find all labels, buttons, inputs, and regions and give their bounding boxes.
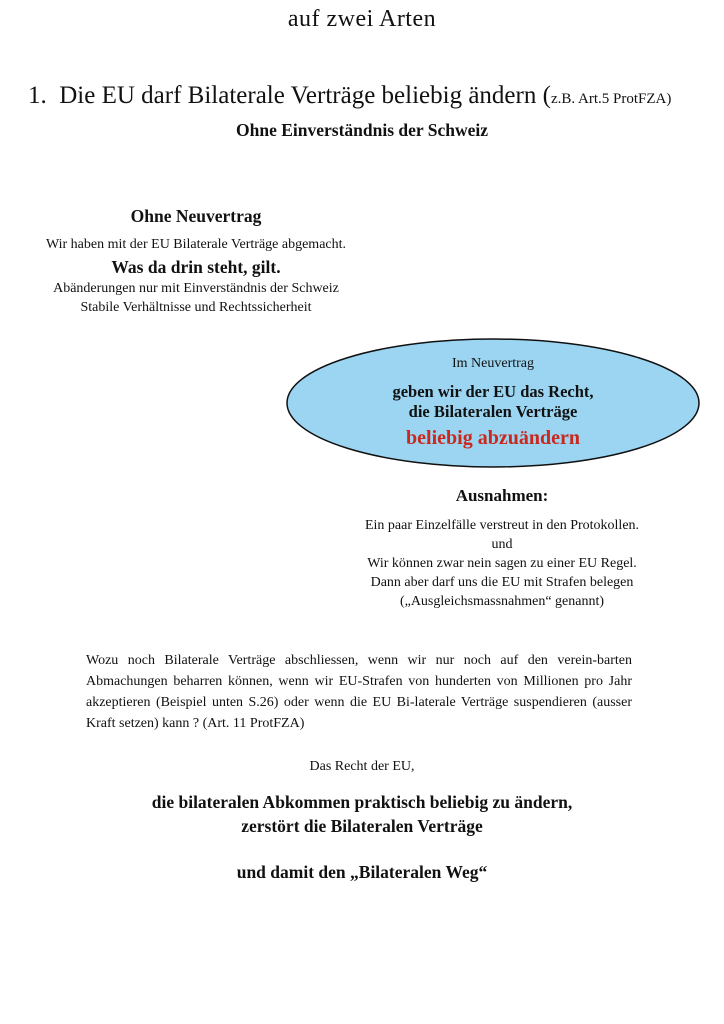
point-reference: z.B. Art.5 ProtFZA)	[550, 91, 672, 107]
ellipse-text	[300, 356, 686, 450]
point-number: 1.	[28, 82, 47, 109]
left-line-2: Abänderungen nur mit Einverständnis der Schweiz	[53, 281, 339, 296]
question-paragraph: Wozu noch Bilaterale Verträge abschliessen, wenn wir nur noch auf den verein-barten Abmachungen beharren können, wenn wir EU-Strafen von hunderten von Millionen pro Jahr akzeptieren (Beispiel unten S.26) oder wenn die EU Bi-laterale Verträge suspendieren (ausser Kraft setzen) kann ? (Art. 11 ProtFZA)	[86, 653, 632, 731]
point-text: Die EU darf Bilaterale Verträge beliebig ändern	[59, 82, 537, 109]
left-line-3: Stabile Verhältnisse und Rechtssicherheit	[80, 300, 312, 315]
left-line-1: Wir haben mit der EU Bilaterale Verträge abgemacht.	[45, 237, 347, 252]
exceptions-heading: Ausnahmen:	[455, 486, 549, 505]
exceptions-line-5: („Ausgleichsmassnahmen“ genannt)	[399, 594, 605, 609]
left-block	[0, 206, 392, 317]
subtitle: Ohne Einverständnis der Schweiz	[236, 120, 488, 140]
final-line: und damit den „Bilateralen Weg“	[236, 862, 488, 882]
top-title: auf zwei Arten	[287, 6, 437, 32]
point-one-heading	[28, 82, 708, 110]
ellipse-red: beliebig abzuändern	[406, 427, 580, 449]
exceptions-line-4: Dann aber darf uns die EU mit Strafen belegen	[370, 575, 634, 590]
conclusion	[0, 790, 724, 838]
point-paren: (	[542, 82, 551, 109]
exceptions-line-1: Ein paar Einzelfälle verstreut in den Protokollen.	[364, 518, 640, 533]
exceptions-block	[302, 486, 702, 611]
ellipse-small: Im Neuvertrag	[451, 356, 535, 371]
left-heading: Ohne Neuvertrag	[130, 206, 262, 226]
exceptions-line-3: Wir können zwar nein sagen zu einer EU Regel.	[367, 556, 637, 571]
conclusion-line-2: zerstört die Bilateralen Verträge	[241, 816, 483, 836]
eu-right: Das Recht der EU,	[309, 759, 415, 774]
ellipse-bold-1: geben wir der EU das Recht,	[392, 382, 594, 401]
ellipse-bold-2: die Bilateralen Verträge	[408, 402, 578, 421]
exceptions-line-2: und	[491, 537, 513, 552]
left-strong: Was da drin steht, gilt.	[111, 257, 281, 277]
conclusion-line-1: die bilateralen Abkommen praktisch beliebig zu ändern,	[151, 792, 573, 812]
